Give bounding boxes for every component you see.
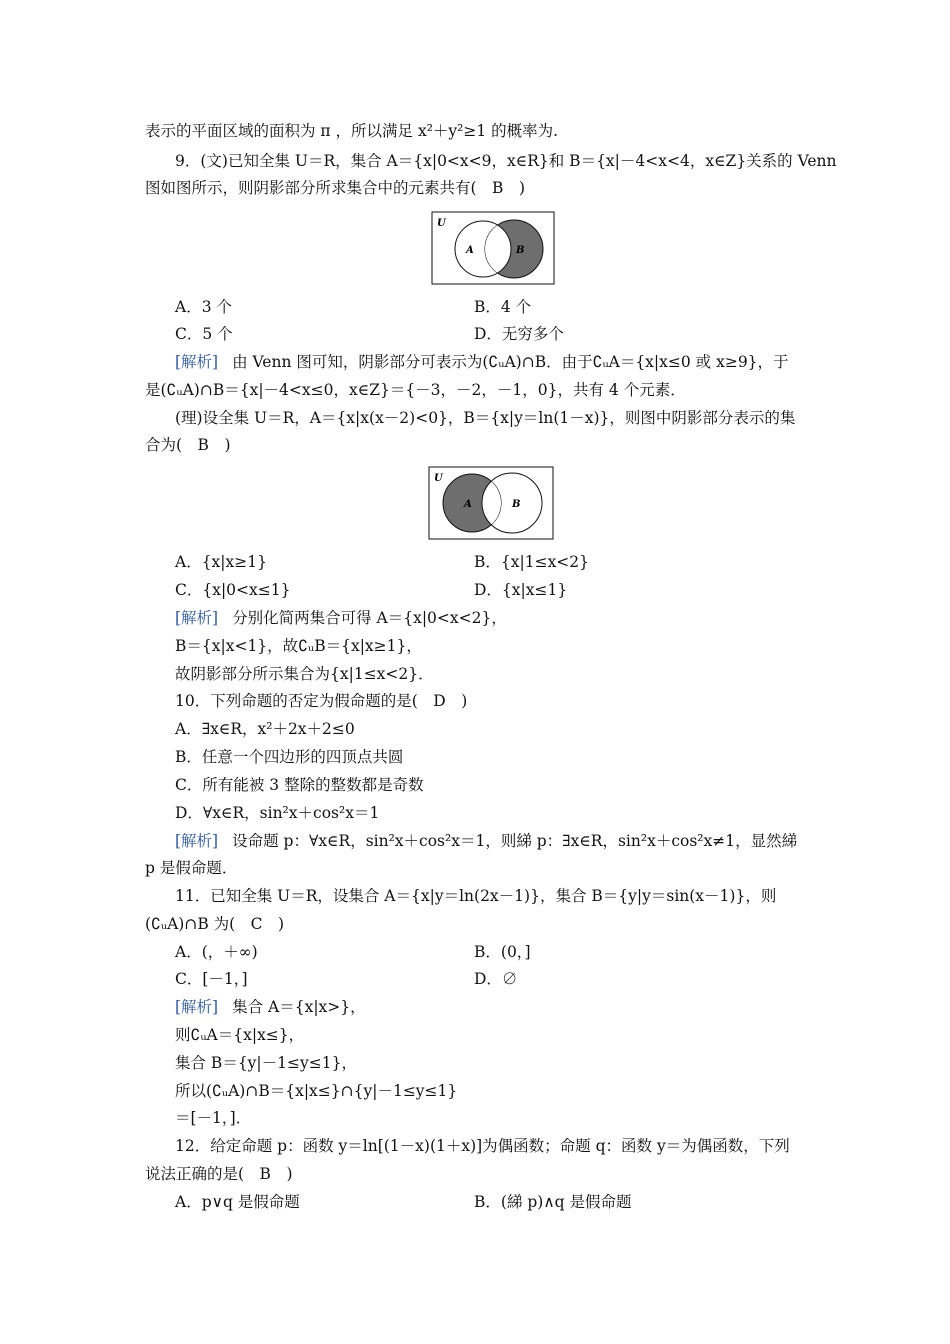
- line-intro: 表示的平面区域的面积为 π ，所以满足 x²＋y²≥1 的概率为.: [145, 122, 559, 140]
- venn-diagram-1: [431, 211, 555, 285]
- analysis-tag: [解析]: [175, 353, 219, 371]
- q12-stem-line2: 说法正确的是( B ): [145, 1165, 293, 1183]
- q9-science-stem-line2: 合为( B ): [145, 436, 231, 454]
- q10-option-c: C．所有能被 3 整除的整数都是奇数: [175, 776, 424, 794]
- q9-science-option-a: A．{x|x≥1}: [175, 553, 267, 571]
- q9-science-analysis-line1: [解析] 分别化简两集合可得 A＝{x|0<x<2}，: [175, 609, 507, 627]
- q12-option-a: A．p∨q 是假命题: [175, 1193, 300, 1211]
- q9-science-option-b: B．{x|1≤x<2}: [474, 553, 590, 571]
- q9-option-b: B．4 个: [474, 298, 532, 316]
- venn2-label-b: B: [512, 499, 521, 510]
- q10-option-b: B．任意一个四边形的四顶点共圆: [175, 748, 404, 766]
- venn1-label-b: B: [516, 245, 525, 256]
- q9-option-c: C．5 个: [175, 325, 233, 343]
- analysis-tag: [解析]: [175, 998, 219, 1016]
- analysis-tag: [解析]: [175, 609, 219, 627]
- q9-stem-line1: 9．(文)已知全集 U＝R，集合 A＝{x|0<x<9，x∈R}和 B＝{x|－4<x<4，x∈Z}关系的 Venn: [175, 152, 837, 170]
- q11-option-b: B．(0，]: [474, 943, 531, 961]
- q9-science-option-c: C．{x|0<x≤1}: [175, 581, 291, 599]
- q9-analysis-line2: 是(∁ᵤA)∩B＝{x|－4<x≤0，x∈Z}＝{－3，－2，－1，0}，共有 4 个元素．: [145, 381, 686, 399]
- q10-stem: 10．下列命题的否定为假命题的是( D ): [175, 692, 468, 710]
- q11-analysis-line5: ＝[－1，]．: [175, 1109, 252, 1127]
- q11-option-c: C．[－1，]: [175, 970, 248, 988]
- q11-option-d: D．∅: [474, 970, 518, 988]
- venn-diagram-2: [428, 466, 554, 540]
- q11-analysis-line1: [解析] 集合 A＝{x|x>}，: [175, 998, 366, 1016]
- q11-analysis-line3: 集合 B＝{y|－1≤y≤1}，: [175, 1054, 357, 1072]
- q10-option-d: D．∀x∈R，sin²x＋cos²x＝1: [175, 804, 380, 822]
- q10-option-a: A．∃x∈R，x²＋2x＋2≤0: [175, 720, 355, 738]
- q9-science-analysis-line3: 故阴影部分所示集合为{x|1≤x<2}．: [175, 665, 434, 683]
- q11-analysis-line2: 则∁ᵤA＝{x|x≤}，: [175, 1026, 305, 1044]
- q12-option-b: B．(綈 p)∧q 是假命题: [474, 1193, 632, 1211]
- q11-option-a: A．(，＋∞): [175, 943, 258, 961]
- q11-stem-line2: (∁ᵤA)∩B 为( C ): [145, 915, 285, 933]
- q9-science-option-d: D．{x|x≤1}: [474, 581, 568, 599]
- venn2-label-a: A: [464, 499, 472, 510]
- q9-science-analysis-line2: B＝{x|x<1}，故∁ᵤB＝{x|x≥1}，: [175, 637, 422, 655]
- q11-stem-line1: 11．已知全集 U＝R，设集合 A＝{x|y＝ln(2x－1)}，集合 B＝{y|y＝sin(x－1)}，则: [175, 887, 777, 905]
- q9-science-stem-line1: (理)设全集 U＝R，A＝{x|x(x－2)<0}，B＝{x|y＝ln(1－x)}，则图中阴影部分表示的集: [175, 409, 796, 427]
- q10-analysis-line2: p 是假命题．: [145, 859, 238, 877]
- q9-option-a: A．3 个: [175, 298, 232, 316]
- venn2-label-u: U: [434, 473, 443, 484]
- venn1-label-u: U: [437, 218, 446, 229]
- q10-analysis-line1: [解析] 设命题 p：∀x∈R，sin²x＋cos²x＝1，则綈 p：∃x∈R，sin²x＋cos²x≠1，显然綈: [175, 832, 798, 850]
- q9-stem-line2: 图如图所示，则阴影部分所求集合中的元素共有( B ): [145, 179, 525, 197]
- analysis-tag: [解析]: [175, 832, 219, 850]
- q9-option-d: D．无穷多个: [474, 325, 564, 343]
- q12-stem-line1: 12．给定命题 p：函数 y＝ln[(1－x)(1＋x)]为偶函数；命题 q：函数 y＝为偶函数，下列: [175, 1137, 790, 1155]
- venn1-label-a: A: [466, 245, 474, 256]
- q9-analysis-line1: [解析] 由 Venn 图可知，阴影部分可表示为(∁ᵤA)∩B．由于∁ᵤA＝{x|x≤0 或 x≥9}，于: [175, 353, 789, 371]
- q11-analysis-line4: 所以(∁ᵤA)∩B＝{x|x≤}∩{y|－1≤y≤1}: [175, 1082, 458, 1100]
